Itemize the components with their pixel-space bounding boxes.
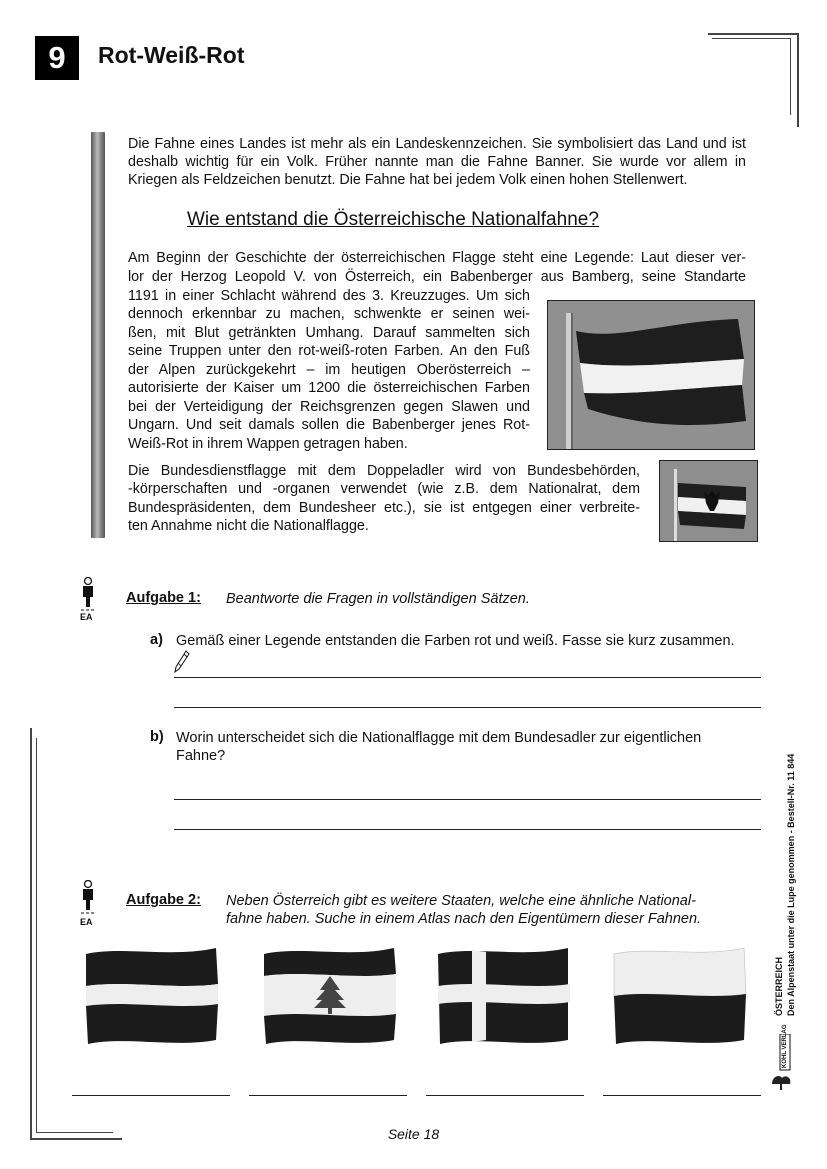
legend-line: Ungarn. Und seit damals sollen die Babenberger jenes Rot- xyxy=(128,417,530,433)
question-a-text: Gemäß einer Legende entstanden die Farben rot und weiß. Fasse sie kurz zusammen. xyxy=(176,633,735,649)
corner-frame-top-right-inner xyxy=(712,38,791,115)
legend-line: dennoch erkennbar zu machen, schwenkte er seinen wei- xyxy=(128,306,530,322)
text-box-sidebar xyxy=(91,132,105,538)
page-title: Rot-Weiß-Rot xyxy=(98,42,245,68)
chapter-number: 9 xyxy=(35,36,79,80)
flag-image-1 xyxy=(82,944,220,1048)
flag-image-2 xyxy=(260,944,398,1048)
legend-line: autorisierte der Kaiser um 1200 die österreichischen Farben xyxy=(128,380,530,396)
question-b-letter: b) xyxy=(150,729,164,745)
corner-frame-bottom-left-inner xyxy=(36,738,113,1133)
intro-paragraph: Die Fahne eines Landes ist mehr als ein Landeskennzeichen. Sie symbolisiert das Land und ist deshalb wichtig für ein Volk. Früher nannte man die Fahne Banner. Sie wurde vor allem in Kriegen als Feldzeichen benutzt. Die Fahne hat bei jedem Volk einen hohen Stellenwert. xyxy=(128,136,746,189)
publisher-logo-text: KOHL VERLAG xyxy=(782,1024,788,1068)
student-icon xyxy=(80,880,96,921)
legend-line: bei der Verteidigung der Reichsgrenzen gegen Slawen und xyxy=(128,399,530,415)
task2-label: Aufgabe 2: xyxy=(126,892,201,908)
side-order-info: Den Alpenstaat unter die Lupe genommen - Bestell-Nr. 11 844 xyxy=(786,753,796,1016)
federal-flag-line: Bundespräsidenten, dem Bundesheer etc.), sie ist entgegen einer verbreite- xyxy=(128,500,640,516)
question-b-text: Worin unterscheidet sich die Nationalflagge mit dem Bundesadler zur eigentlichen Fahne? xyxy=(176,730,702,764)
federal-flag-line: Die Bundesdienstflagge mit dem Doppeladler wird von Bundesbehörden, xyxy=(128,463,640,479)
flag-answer-line[interactable] xyxy=(72,1095,230,1096)
federal-flag-line: ten Annahme nicht die Nationalflagge. xyxy=(128,518,369,534)
flag-answer-line[interactable] xyxy=(249,1095,407,1096)
legend-line: lor der Herzog Leopold V. von Österreich, ein Babenberger aus Bamberg, seine Standarte xyxy=(128,269,746,285)
legend-line: 1191 in einer Schlacht während des 3. Kreuzzuges. Um sich xyxy=(128,288,530,304)
ea-badge: EA xyxy=(80,917,93,927)
task1-label: Aufgabe 1: xyxy=(126,590,201,606)
legend-line: der Alpen zurückgekehrt – im heutigen Oberösterreich – xyxy=(128,362,530,378)
side-series-title: ÖSTERREICH xyxy=(774,956,784,1016)
section-heading: Wie entstand die Österreichische Nationalfahne? xyxy=(187,209,599,230)
flag-image-3 xyxy=(434,944,572,1048)
question-a-letter: a) xyxy=(150,632,163,648)
flag-answer-line[interactable] xyxy=(426,1095,584,1096)
ea-badge: EA xyxy=(80,612,93,622)
legend-line: seine Truppen unter den rot-weiß-roten Farben. An den Fuß xyxy=(128,343,530,359)
answer-line[interactable] xyxy=(174,677,761,678)
federal-flag-line: -körperschaften und -organen verwendet (wie z.B. dem Nationalrat, dem xyxy=(128,481,640,497)
answer-line[interactable] xyxy=(174,707,761,708)
legend-line: Weiß-Rot in ihrem Wappen getragen haben. xyxy=(128,436,408,452)
task1-instruction: Beantworte die Fragen in vollständigen Sätzen. xyxy=(226,591,530,607)
task2-instruction-line: fahne haben. Suche in einem Atlas nach den Eigentümern dieser Fahnen. xyxy=(226,911,702,927)
flag-image-4 xyxy=(610,944,748,1048)
task2-instruction-line: Neben Österreich gibt es weitere Staaten, welche eine ähnliche National- xyxy=(226,893,696,909)
federal-flag-photo xyxy=(659,460,758,542)
answer-line[interactable] xyxy=(174,799,761,800)
answer-line[interactable] xyxy=(174,829,761,830)
flag-answer-line[interactable] xyxy=(603,1095,761,1096)
legend-line: Am Beginn der Geschichte der österreichischen Flagge steht eine Legende: Laut dieser ver- xyxy=(128,250,746,266)
page-number: Seite 18 xyxy=(387,1126,440,1142)
legend-line: ßen, mit Blut getränkten Umhang. Darauf sammelten sich xyxy=(128,325,530,341)
pencil-icon xyxy=(174,650,190,679)
austrian-flag-photo xyxy=(547,300,755,450)
publisher-logo xyxy=(770,1034,792,1095)
